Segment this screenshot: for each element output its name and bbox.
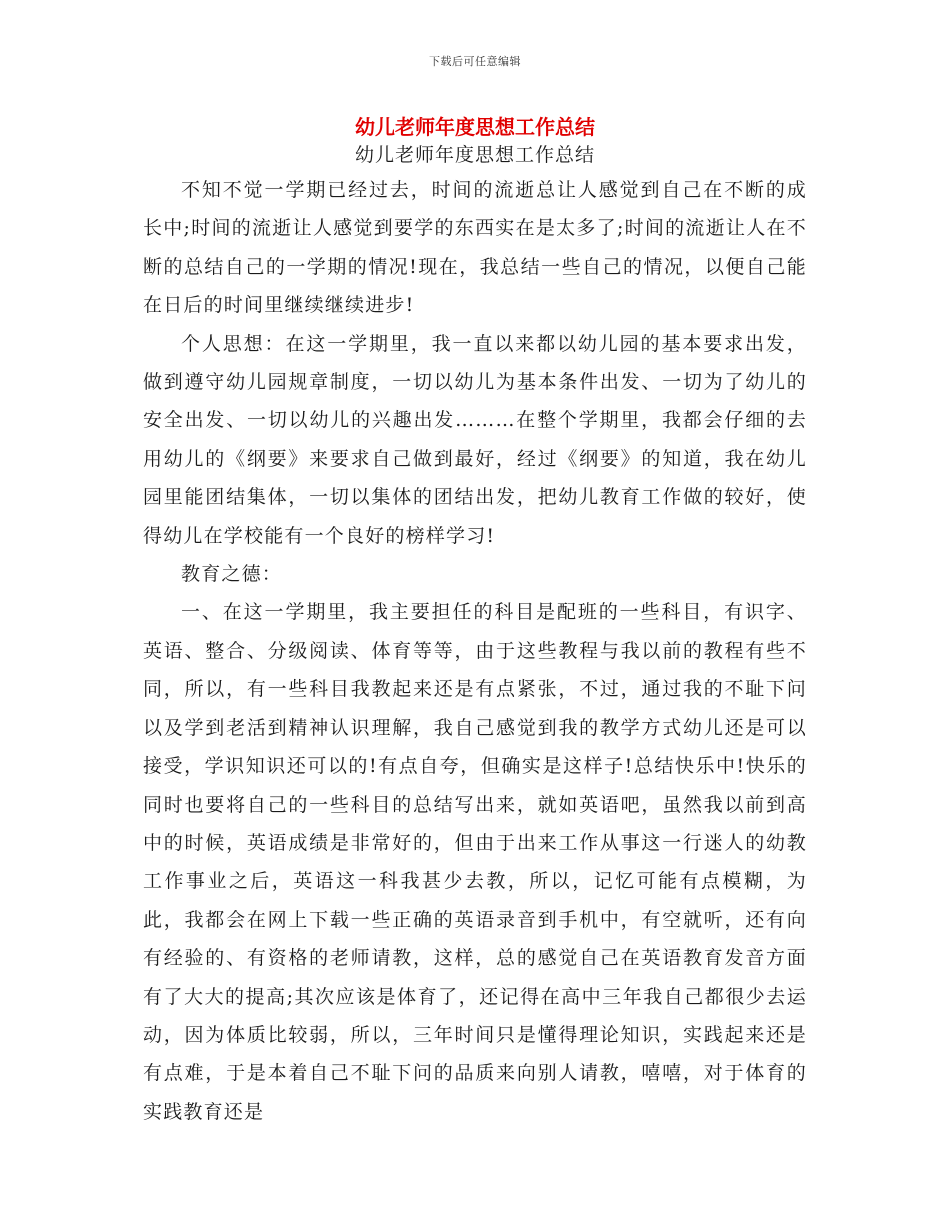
paragraph-teaching-subjects: 一、在这一学期里，我主要担任的科目是配班的一些科目，有识字、英语、整合、分级阅读、体育等等，由于这些教程与我以前的教程有些不同，所以，有一些科目我教起来还是有点紧张，不过，通过我的不耻下问以及学到老活到精神认识理解，我自己感觉到我的教学方式幼儿还是可以接受，学识知识还可以的!有点自夸，但确实是这样子!总结快乐中!快乐的同时也要将自己的一些科目的总结写出来，就如英语吧，虽然我以前到高中的时候，英语成绩是非常好的，但由于出来工作从事这一行迷人的幼教工作事业之后，英语这一科我甚少去教，所以，记忆可能有点模糊，为此，我都会在网上下载一些正确的英语录音到手机中，有空就听，还有向有经验的、有资格的老师请教，这样，总的感觉自己在英语教育发音方面有了大大的提高;其次应该是体育了，还记得在高中三年我自己都很少去运动，因为体质比较弱，所以，三年时间只是懂得理论知识，实践起来还是有点难，于是本着自己不耻下问的品质来向别人请教，嘻嘻，对于体育的实践教育还是 [143,601,807,1123]
document-title: 幼儿老师年度思想工作总结 [355,115,595,139]
paragraph-education-virtue-heading: 教育之德： [181,563,283,586]
page-header-note: 下载后可任意编辑 [429,55,521,68]
paragraph-personal-thoughts: 个人思想：在这一学期里，我一直以来都以幼儿园的基本要求出发，做到遵守幼儿园规章制度，一切以幼儿为基本条件出发、一切为了幼儿的安全出发、一切以幼儿的兴趣出发………在整个学期里，我都会仔细的去用幼儿的《纲要》来要求自己做到最好，经过《纲要》的知道，我在幼儿园里能团结集体，一切以集体的团结出发，把幼儿教育工作做的较好，使得幼儿在学校能有一个良好的榜样学习! [143,332,807,547]
document-subtitle: 幼儿老师年度思想工作总结 [354,144,595,166]
document-body [143,171,807,1131]
paragraph-intro: 不知不觉一学期已经过去，时间的流逝总让人感觉到自己在不断的成长中;时间的流逝让人感觉到要学的东西实在是太多了;时间的流逝让人在不断的总结自己的一学期的情况!现在，我总结一些自己的情况，以便自己能在日后的时间里继续继续进步! [143,179,807,317]
